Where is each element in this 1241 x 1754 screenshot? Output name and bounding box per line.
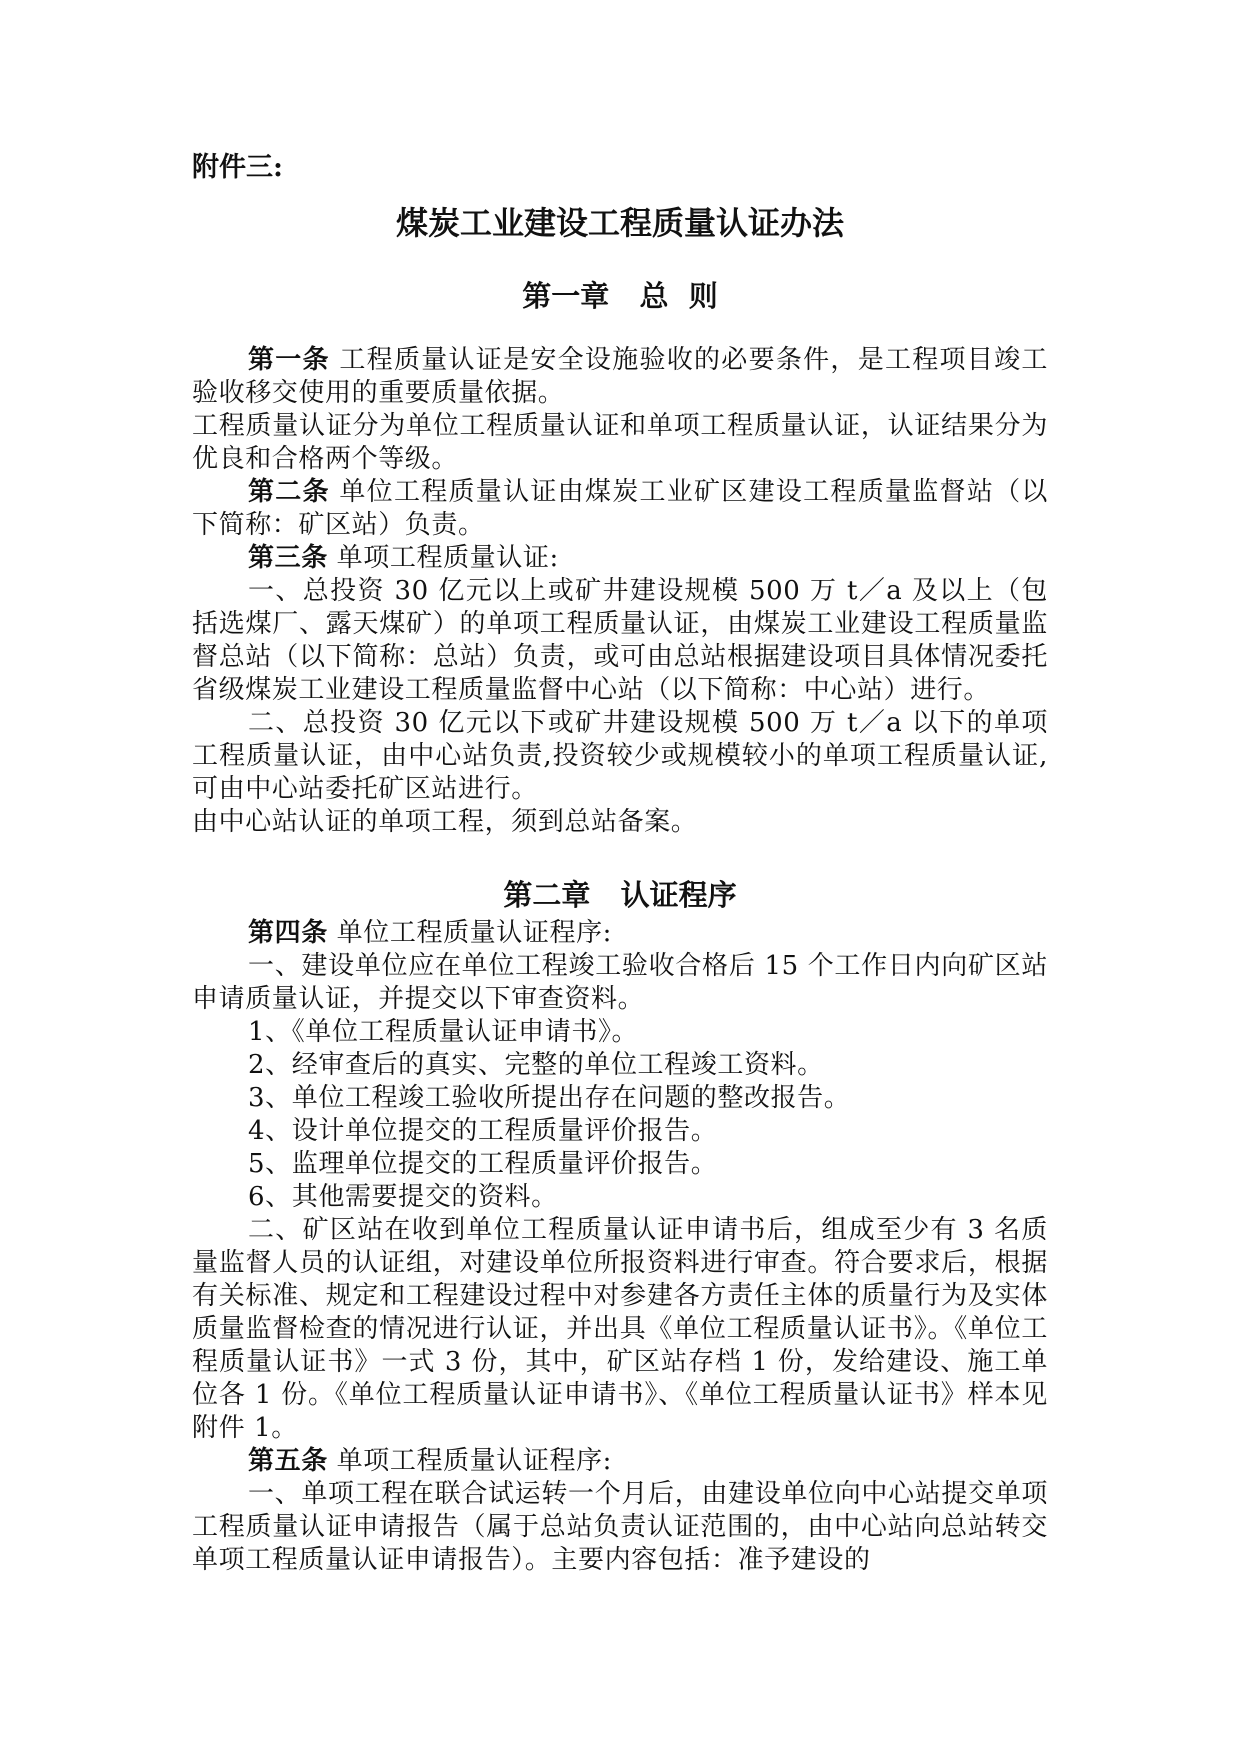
article-1-paragraph — [192, 344, 1048, 410]
document-title: 煤炭工业建设工程质量认证办法 — [395, 204, 844, 242]
article-3-clause-1: 一、总投资 30 亿元以上或矿井建设规模 500 万 t／a 及以上（包括选煤厂、露天煤矿）的单项工程质量认证，由煤炭工业建设工程质量监督总站（以下简称：总站）负责，或可由总站根据建设项目具体情况委托省级煤炭工业建设工程质量监督中心站（以下简称：中心站）进行。 — [192, 576, 1048, 705]
list-item: 3、单位工程竣工验收所提出存在问题的整改报告。 — [248, 1083, 851, 1113]
article-1-text: 工程质量认证是安全设施验收的必要条件，是工程项目竣工验收移交使用的重要质量依据。 — [192, 345, 1048, 408]
document-page — [192, 148, 1048, 1577]
chapter-1-heading: 第一章 总 则 — [522, 279, 718, 313]
article-2-paragraph — [192, 476, 1048, 542]
article-3-note: 由中心站认证的单项工程，须到总站备案。 — [192, 807, 698, 837]
article-5-clause-1: 一、单项工程在联合试运转一个月后，由建设单位向中心站提交单项工程质量认证申请报告（属于总站负责认证范围的，由中心站向总站转交单项工程质量认证申请报告）。主要内容包括：准予建设的 — [192, 1479, 1048, 1575]
list-item: 5、监理单位提交的工程质量评价报告。 — [248, 1149, 718, 1179]
article-4-clause-2: 二、矿区站在收到单位工程质量认证申请书后，组成至少有 3 名质量监督人员的认证组，对建设单位所报资料进行审查。符合要求后，根据有关标准、规定和工程建设过程中对参建各方责任主体的质量行为及实体质量监督检查的情况进行认证，并出具《单位工程质量认证书》。《单位工程质量认证书》一式 3 份，其中，矿区站存档 1 份，发给建设、施工单位各 1 份。《单位工程质量认证申请书》、《单位工程质量认证书》样本见附件 1。 — [192, 1215, 1048, 1443]
article-4-clause-1: 一、建设单位应在单位工程竣工验收合格后 15 个工作日内向矿区站申请质量认证，并提交以下审查资料。 — [192, 951, 1048, 1014]
article-3-text: 单项工程质量认证: — [327, 543, 559, 573]
article-4-text: 单位工程质量认证程序: — [327, 918, 613, 948]
article-3-paragraph — [192, 542, 1048, 575]
list-item: 1、《单位工程质量认证申请书》。 — [248, 1017, 639, 1047]
chapter-2-heading: 第二章 认证程序 — [503, 878, 737, 912]
article-5-paragraph — [192, 1445, 1048, 1478]
list-item: 4、设计单位提交的工程质量评价报告。 — [248, 1116, 718, 1146]
article-1-paragraph-2: 工程质量认证分为单位工程质量认证和单项工程质量认证，认证结果分为优良和合格两个等级。 — [192, 411, 1048, 474]
article-5-text: 单项工程质量认证程序: — [327, 1446, 613, 1476]
article-4-paragraph — [192, 917, 1048, 950]
list-item: 6、其他需要提交的资料。 — [248, 1182, 558, 1212]
article-2-label: 第二条 — [248, 477, 330, 507]
attachment-label: 附件三: — [192, 152, 283, 183]
article-3-clause-2: 二、总投资 30 亿元以下或矿井建设规模 500 万 t／a 以下的单项工程质量认证，由中心站负责,投资较少或规模较小的单项工程质量认证,可由中心站委托矿区站进行。 — [192, 708, 1048, 804]
article-1-label: 第一条 — [248, 345, 330, 375]
article-4-label: 第四条 — [248, 918, 328, 948]
article-3-label: 第三条 — [248, 543, 328, 573]
list-item: 2、经审查后的真实、完整的单位工程竣工资料。 — [248, 1050, 824, 1080]
article-5-label: 第五条 — [248, 1446, 328, 1476]
article-2-text: 单位工程质量认证由煤炭工业矿区建设工程质量监督站（以下简称：矿区站）负责。 — [192, 477, 1048, 540]
